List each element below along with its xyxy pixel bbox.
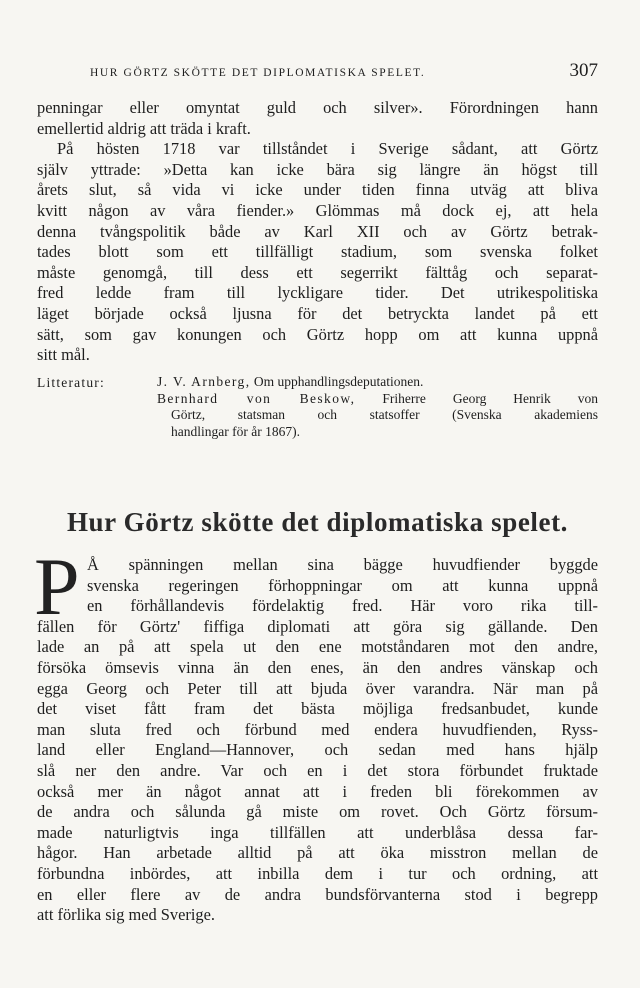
text-line: en förhållandevis fördelaktig fred. Här voro rika till-	[87, 596, 598, 616]
reference-author: J. V. Arnberg,	[157, 374, 251, 389]
reference-text: Friherre Georg Henrik von	[382, 390, 598, 406]
text-line: kvitt någon av våra fiender.» Glömmas må dock ej, att hela	[37, 200, 598, 220]
section-title: Hur Görtz skötte det diplomatiska spelet.	[66, 507, 569, 537]
text-line: själv yttrade: »Detta kan icke bära sig längre än högst till	[37, 159, 598, 179]
paragraph-top	[37, 98, 598, 366]
text-line: fällen för Görtz' fiffiga diplomati att göra sig gällande. Den	[37, 616, 598, 636]
text-line: egga Georg och Peter till att bjuda över varandra. När man på	[37, 678, 598, 698]
text-line: land eller England—Hannover, och sedan med hans hjälp	[37, 740, 598, 760]
text-line: sitt mål.	[37, 345, 90, 365]
reference-line: Görtz, statsman och statsoffer (Svenska akademiens	[171, 407, 598, 423]
reference-line	[157, 374, 598, 391]
running-head	[38, 60, 598, 84]
text-line: emellertid aldrig att träda i kraft.	[37, 118, 251, 138]
reference-author: Bernhard von Beskow,	[157, 390, 356, 406]
text-line: made naturligtvis inga tillfällen att underblåsa dessa far-	[37, 822, 598, 842]
page-number: 307	[569, 60, 598, 81]
text-line: svenska regeringen förhoppningar om att kunna uppnå	[87, 575, 598, 595]
text-line: de andra och sålunda gå miste om rovet. Och Görtz försum-	[37, 802, 598, 822]
running-head-title: HUR GÖRTZ SKÖTTE DET DIPLOMATISKA SPELET.	[90, 67, 426, 79]
text-line: man sluta fred och förbund med endera huvudfienden, Ryss-	[37, 719, 598, 739]
text-line: penningar eller omyntat guld och silver». Förordningen hann	[37, 98, 598, 117]
reference-line: handlingar för år 1867).	[171, 423, 300, 439]
text-line: försöka ömsevis vinna än den enes, än den andres vänskap och	[37, 657, 598, 677]
reference-title: Om upphandlingsdeputationen.	[253, 374, 424, 389]
text-line: måste genomgå, till dess ett segerrikt fälttåg och separat-	[37, 262, 598, 282]
text-line: också mer än något annat att i freden bli förekommen av	[37, 781, 598, 801]
text-line: sätt, som gav konungen och Görtz hopp om att kunna uppnå	[37, 324, 598, 344]
text-line: lade an på att spela ut den ene motståndaren mot den andre,	[37, 637, 598, 657]
text-line: slå ner den andre. Var och en i det stora förbundet fruktade	[37, 760, 598, 780]
text-line: förbundna inbördes, att inbilla dem i tur och ordning, att	[37, 863, 598, 883]
literature-label: Litteratur:	[37, 375, 105, 390]
literature-references	[37, 374, 598, 440]
text-line: en eller flere av de andra bundsförvanterna stod i begrepp	[37, 884, 598, 904]
paragraph-main	[37, 555, 598, 926]
text-line: fred ledde fram till lyckligare tider. Det utrikespolitiska	[37, 283, 598, 303]
text-line: att förlika sig med Sverige.	[37, 905, 215, 925]
reference-line	[157, 391, 598, 408]
text-line: det viset fått fram det bästa möjliga fredsanbudet, kunde	[37, 699, 598, 719]
text-line: läget började också ljusna för det betryckta landet på ett	[37, 303, 598, 323]
text-line: tades blott som ett tillfälligt stadium, som svenska folket	[37, 242, 598, 262]
text-line: Å spänningen mellan sina bägge huvudfiender byggde	[87, 555, 598, 574]
text-line: hågor. Han arbetade alltid på att öka misstron mellan de	[37, 843, 598, 863]
drop-cap: P	[34, 541, 80, 632]
text-line: På hösten 1718 var tillståndet i Sverige sådant, att Görtz	[57, 139, 598, 159]
text-line: årets slut, så vida vi icke under tiden finna utväg att bliva	[37, 180, 598, 200]
text-line: denna tvångspolitik både av Karl XII och av Görtz betrak-	[37, 221, 598, 241]
